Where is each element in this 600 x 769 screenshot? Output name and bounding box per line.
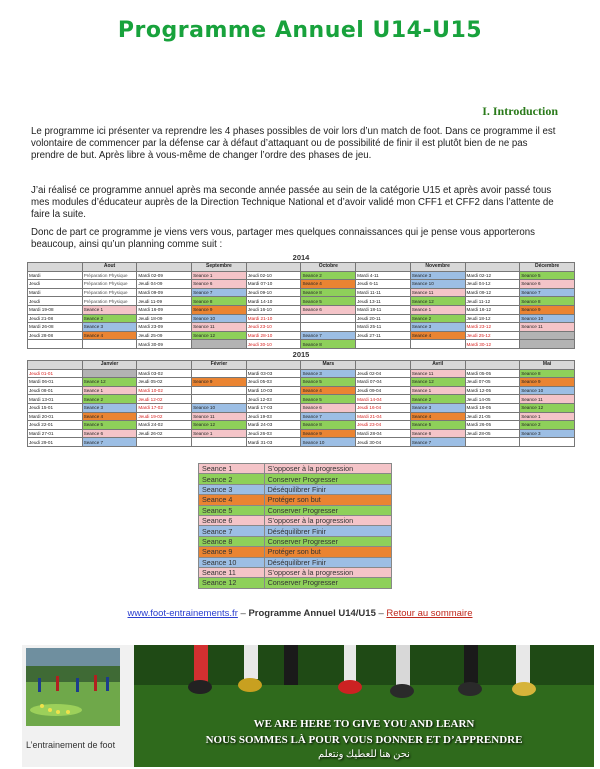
seance-cell: Préparation Physique bbox=[82, 288, 137, 297]
date-cell: Jeudi 25-09 bbox=[137, 331, 192, 340]
legend-theme-cell: Protéger son but bbox=[264, 495, 391, 505]
seance-cell: Seance 7 bbox=[82, 438, 137, 447]
header-blank-cell bbox=[137, 361, 192, 370]
legend-row bbox=[199, 484, 392, 494]
legend-seance-cell: Seance 7 bbox=[199, 526, 265, 536]
header-blank-cell bbox=[356, 263, 411, 272]
seance-cell bbox=[520, 438, 575, 447]
date-cell: Jeudi 13-11 bbox=[356, 297, 411, 306]
date-cell: Jeudi 01-01 bbox=[28, 369, 83, 378]
seance-cell: Seance 8 bbox=[301, 340, 356, 349]
date-cell: Mardi 26-08 bbox=[28, 323, 83, 332]
seance-cell: Seance 4 bbox=[82, 331, 137, 340]
seance-cell: Seance 10 bbox=[301, 438, 356, 447]
seance-cell: Seance 2 bbox=[520, 421, 575, 430]
date-cell: Jeudi 12-02 bbox=[137, 395, 192, 404]
seance-cell: Seance 8 bbox=[192, 297, 247, 306]
month-header-cell: Novembre bbox=[410, 263, 465, 272]
seance-cell: Seance 5 bbox=[520, 271, 575, 280]
date-cell: Mardi 30-09 bbox=[137, 340, 192, 349]
date-cell: Jeudi 25-12 bbox=[465, 331, 520, 340]
date-cell: Jeudi 11-12 bbox=[465, 297, 520, 306]
seance-cell: Seance 2 bbox=[301, 271, 356, 280]
thumbnail-caption: L’entrainement de foot bbox=[26, 740, 116, 750]
month-header-cell: Décembre bbox=[520, 263, 575, 272]
legend-row bbox=[199, 567, 392, 577]
date-cell: Mardi 20-01 bbox=[28, 412, 83, 421]
legend-row bbox=[199, 464, 392, 474]
table-row bbox=[28, 403, 575, 412]
legend-row bbox=[199, 515, 392, 525]
year-label-2014: 2014 bbox=[292, 253, 310, 262]
date-cell: Mardi 16-09 bbox=[137, 305, 192, 314]
month-header-cell: Aout bbox=[82, 263, 137, 272]
seance-cell: Seance 5 bbox=[301, 395, 356, 404]
date-cell: Jeudi 09-10 bbox=[246, 288, 301, 297]
section-heading: I. Introduction bbox=[482, 104, 558, 118]
seance-cell: Seance 9 bbox=[192, 378, 247, 387]
planning-table-2015 bbox=[27, 360, 575, 447]
table-row bbox=[28, 412, 575, 421]
seance-cell bbox=[82, 340, 137, 349]
date-cell: Mardi 17-03 bbox=[246, 403, 301, 412]
intro-paragraph-1: Le programme ici présenter va reprendre les 4 phases possibles de voir lors d’un match de foot. Dans ce programme il est volontaire de commencer par la défense car à défaut d’attaquant ou de possibilité de finir il est plutôt bien de ne pas prendre de but. Après libre à vous-même de changer l’ordre des phases de jeu. bbox=[31, 126, 556, 162]
seance-cell: Seance 9 bbox=[520, 305, 575, 314]
date-cell: Jeudi 26-02 bbox=[137, 429, 192, 438]
date-cell: Mardi 25-11 bbox=[356, 323, 411, 332]
seance-cell: Seance 3 bbox=[82, 323, 137, 332]
header-blank-cell bbox=[28, 263, 83, 272]
header-blank-cell bbox=[246, 361, 301, 370]
table-row bbox=[28, 331, 575, 340]
seance-cell: Seance 5 bbox=[410, 421, 465, 430]
header-blank-cell bbox=[465, 263, 520, 272]
legend-row bbox=[199, 536, 392, 546]
date-cell: Jeudi 08-01 bbox=[28, 386, 83, 395]
seance-cell: Seance 3 bbox=[410, 323, 465, 332]
seance-cell bbox=[410, 340, 465, 349]
site-link[interactable]: www.foot-entrainements.fr bbox=[127, 608, 238, 619]
date-cell: Mardi 02-12 bbox=[465, 271, 520, 280]
date-cell: Mardi 14-04 bbox=[356, 395, 411, 404]
seance-cell: Seance 6 bbox=[192, 280, 247, 289]
date-cell: Jeudi 6-11 bbox=[356, 280, 411, 289]
seance-cell: Seance 2 bbox=[82, 314, 137, 323]
date-cell: Jeudi 11-09 bbox=[137, 297, 192, 306]
seance-cell: Seance 3 bbox=[520, 429, 575, 438]
date-cell: Jeudi 23-10 bbox=[246, 323, 301, 332]
banner-area bbox=[22, 645, 594, 767]
legend-seance-cell: Seance 6 bbox=[199, 515, 265, 525]
legend-row bbox=[199, 557, 392, 567]
date-cell: Mardi 23-12 bbox=[465, 323, 520, 332]
date-cell: Mardi 06-01 bbox=[28, 378, 83, 387]
seance-cell: Seance 7 bbox=[301, 412, 356, 421]
date-cell: Mardi 27-01 bbox=[28, 429, 83, 438]
date-cell: Jeudi 02-10 bbox=[246, 271, 301, 280]
seance-cell: Seance 3 bbox=[410, 271, 465, 280]
seance-cell: Seance 3 bbox=[410, 403, 465, 412]
planning-table-2014 bbox=[27, 262, 575, 349]
seance-cell: Seance 8 bbox=[520, 369, 575, 378]
seance-cell: Seance 4 bbox=[410, 331, 465, 340]
legend-seance-cell: Seance 12 bbox=[199, 578, 265, 588]
date-cell: Jeudi bbox=[28, 297, 83, 306]
header-blank-cell bbox=[28, 361, 83, 370]
seance-cell bbox=[192, 438, 247, 447]
date-cell: Jeudi 18-09 bbox=[137, 314, 192, 323]
date-cell: Jeudi 23-04 bbox=[356, 421, 411, 430]
year-label-2015: 2015 bbox=[292, 350, 310, 359]
date-cell: Jeudi 22-01 bbox=[28, 421, 83, 430]
seance-cell: Seance 2 bbox=[410, 395, 465, 404]
seance-cell: Seance 1 bbox=[82, 386, 137, 395]
seance-cell: Seance 3 bbox=[301, 369, 356, 378]
legend-theme-cell: S’opposer à la progression bbox=[264, 515, 391, 525]
date-cell: Jeudi 16-04 bbox=[356, 403, 411, 412]
date-cell bbox=[465, 438, 520, 447]
legend-row bbox=[199, 547, 392, 557]
date-cell: Mardi 28-04 bbox=[356, 429, 411, 438]
legend-theme-cell: S’opposer à la progression bbox=[264, 567, 391, 577]
month-header-row bbox=[28, 361, 575, 370]
date-cell: Mardi 10-03 bbox=[246, 386, 301, 395]
date-cell: Jeudi 09-04 bbox=[356, 386, 411, 395]
date-cell: Mardi 10-02 bbox=[137, 386, 192, 395]
seance-cell: Seance 8 bbox=[301, 421, 356, 430]
date-cell bbox=[356, 340, 411, 349]
table-row bbox=[28, 378, 575, 387]
header-blank-cell bbox=[465, 361, 520, 370]
date-cell: Mardi 19-05 bbox=[465, 403, 520, 412]
date-cell: Jeudi 15-01 bbox=[28, 403, 83, 412]
seance-cell: Seance 7 bbox=[192, 288, 247, 297]
page-title: Programme Annuel U14-U15 bbox=[117, 18, 483, 43]
seance-cell: Seance 4 bbox=[82, 412, 137, 421]
date-cell: Mardi 16-12 bbox=[465, 305, 520, 314]
date-cell: Mardi 4-11 bbox=[356, 271, 411, 280]
seance-cell: Seance 11 bbox=[520, 323, 575, 332]
banner-motto-fr: NOUS SOMMES LÀ POUR VOUS DONNER ET D’APPRENDRE bbox=[205, 734, 523, 746]
footer bbox=[0, 608, 600, 619]
seance-cell: Seance 5 bbox=[301, 297, 356, 306]
seance-cell: Seance 2 bbox=[82, 395, 137, 404]
legend-seance-cell: Seance 1 bbox=[199, 464, 265, 474]
seance-cell: Seance 11 bbox=[192, 323, 247, 332]
date-cell: Mardi 03-02 bbox=[137, 369, 192, 378]
table-row bbox=[28, 421, 575, 430]
date-cell: Mardi 07-04 bbox=[356, 378, 411, 387]
seance-cell bbox=[192, 386, 247, 395]
seance-cell: Seance 10 bbox=[192, 314, 247, 323]
footer-separator: – bbox=[237, 608, 249, 619]
seance-cell: Seance 11 bbox=[410, 288, 465, 297]
seance-cell: Seance 6 bbox=[82, 429, 137, 438]
date-cell: Jeudi 26-03 bbox=[246, 429, 301, 438]
seance-cell: Seance 9 bbox=[520, 378, 575, 387]
seance-cell: Seance 7 bbox=[301, 331, 356, 340]
banner-motto-ar: نحن هنا للعطيك ونتعلم bbox=[318, 749, 410, 760]
table-row bbox=[28, 429, 575, 438]
seance-cell: Seance 12 bbox=[410, 378, 465, 387]
seance-cell: Seance 11 bbox=[520, 395, 575, 404]
date-cell: Mardi 21-10 bbox=[246, 314, 301, 323]
date-cell: Jeudi 30-10 bbox=[246, 340, 301, 349]
legend-seance-cell: Seance 5 bbox=[199, 505, 265, 515]
table-row bbox=[28, 305, 575, 314]
month-header-cell: Janvier bbox=[82, 361, 137, 370]
seance-cell: Seance 1 bbox=[82, 305, 137, 314]
date-cell: Jeudi 14-05 bbox=[465, 395, 520, 404]
date-cell: Mardi 11-11 bbox=[356, 288, 411, 297]
seance-cell: Seance 12 bbox=[520, 403, 575, 412]
seance-cell: Seance 1 bbox=[410, 305, 465, 314]
date-cell: Mardi 26-05 bbox=[465, 421, 520, 430]
legend-seance-cell: Seance 11 bbox=[199, 567, 265, 577]
table-row bbox=[28, 386, 575, 395]
seance-cell: Seance 9 bbox=[301, 429, 356, 438]
date-cell: Mardi 13-01 bbox=[28, 395, 83, 404]
seance-cell: Seance 3 bbox=[82, 403, 137, 412]
legend-seance-cell: Seance 4 bbox=[199, 495, 265, 505]
date-cell: Jeudi 20-11 bbox=[356, 314, 411, 323]
month-header-row bbox=[28, 263, 575, 272]
seance-cell: Seance 10 bbox=[410, 280, 465, 289]
seance-cell: Seance 1 bbox=[520, 412, 575, 421]
seance-cell: Seance 4 bbox=[301, 280, 356, 289]
date-cell: Mardi 12-05 bbox=[465, 386, 520, 395]
month-header-cell: Septembre bbox=[192, 263, 247, 272]
intro-paragraph-3: Donc de part ce programme je viens vers vous, partager mes quelques connaissances qui je pense vous apporterons beaucoup, ainsi qu’un planning comme suit : bbox=[31, 227, 536, 251]
seance-cell: Seance 11 bbox=[192, 412, 247, 421]
date-cell: Mardi 14-10 bbox=[246, 297, 301, 306]
legend-theme-cell: Déséquilibrer Finir bbox=[264, 484, 391, 494]
date-cell: Mardi 05-05 bbox=[465, 369, 520, 378]
motto-banner bbox=[134, 645, 594, 767]
seance-cell: Seance 1 bbox=[192, 271, 247, 280]
table-row bbox=[28, 314, 575, 323]
seance-cell: Préparation Physique bbox=[82, 297, 137, 306]
doc-label: Programme Annuel U14/U15 bbox=[248, 608, 376, 619]
date-cell: Jeudi 02-04 bbox=[356, 369, 411, 378]
legend-row bbox=[199, 495, 392, 505]
seance-cell: Seance 8 bbox=[520, 297, 575, 306]
seance-cell bbox=[192, 369, 247, 378]
seance-cell: Seance 10 bbox=[520, 386, 575, 395]
banner-motto-en: WE ARE HERE TO GIVE YOU AND LEARN bbox=[253, 718, 475, 730]
month-header-cell: Mars bbox=[301, 361, 356, 370]
training-thumbnail-image[interactable] bbox=[26, 648, 120, 726]
legend-theme-cell: Conserver Progresser bbox=[264, 578, 391, 588]
legend-theme-cell: Déséquilibrer Finir bbox=[264, 526, 391, 536]
seance-cell: Seance 7 bbox=[410, 438, 465, 447]
date-cell: Mardi 24-02 bbox=[137, 421, 192, 430]
date-cell: Jeudi 04-12 bbox=[465, 280, 520, 289]
legend-seance-cell: Seance 10 bbox=[199, 557, 265, 567]
table-row bbox=[28, 271, 575, 280]
date-cell: Jeudi 21-05 bbox=[465, 412, 520, 421]
seance-cell: Seance 6 bbox=[410, 429, 465, 438]
date-cell: Mardi bbox=[28, 271, 83, 280]
table-row bbox=[28, 280, 575, 289]
seance-cell: Seance 12 bbox=[410, 297, 465, 306]
date-cell: Mardi 07-10 bbox=[246, 280, 301, 289]
seance-cell bbox=[520, 340, 575, 349]
date-cell: Jeudi 28-05 bbox=[465, 429, 520, 438]
seance-cell: Préparation Physique bbox=[82, 271, 137, 280]
date-cell: Jeudi 04-09 bbox=[137, 280, 192, 289]
seance-cell: Seance 5 bbox=[82, 421, 137, 430]
seance-legend-table bbox=[198, 463, 392, 589]
legend-seance-cell: Seance 2 bbox=[199, 474, 265, 484]
legend-theme-cell: Déséquilibrer Finir bbox=[264, 557, 391, 567]
legend-row bbox=[199, 505, 392, 515]
table-row bbox=[28, 323, 575, 332]
date-cell: Mardi bbox=[28, 288, 83, 297]
seance-cell bbox=[520, 331, 575, 340]
date-cell: Jeudi 27-11 bbox=[356, 331, 411, 340]
header-blank-cell bbox=[356, 361, 411, 370]
seance-cell bbox=[192, 340, 247, 349]
month-header-cell: Mai bbox=[520, 361, 575, 370]
date-cell: Mardi 02-09 bbox=[137, 271, 192, 280]
date-cell: Mardi 21-04 bbox=[356, 412, 411, 421]
date-cell: Mardi 09-09 bbox=[137, 288, 192, 297]
footer-separator: – bbox=[375, 608, 387, 619]
date-cell: Jeudi 16-10 bbox=[246, 305, 301, 314]
seance-cell: Seance 11 bbox=[410, 369, 465, 378]
date-cell: Mardi 30-12 bbox=[465, 340, 520, 349]
seance-cell: Seance 6 bbox=[520, 280, 575, 289]
date-cell: Mardi 19-08 bbox=[28, 305, 83, 314]
legend-seance-cell: Seance 9 bbox=[199, 547, 265, 557]
date-cell: Mardi 28-10 bbox=[246, 331, 301, 340]
date-cell: Jeudi 30-04 bbox=[356, 438, 411, 447]
table-row bbox=[28, 297, 575, 306]
table-row bbox=[28, 395, 575, 404]
seance-cell bbox=[301, 323, 356, 332]
date-cell: Mardi 17-02 bbox=[137, 403, 192, 412]
seance-cell bbox=[192, 395, 247, 404]
date-cell: Jeudi 21-08 bbox=[28, 314, 83, 323]
seance-cell: Seance 10 bbox=[192, 403, 247, 412]
date-cell: Jeudi 19-02 bbox=[137, 412, 192, 421]
date-cell: Mardi 23-09 bbox=[137, 323, 192, 332]
legend-seance-cell: Seance 8 bbox=[199, 536, 265, 546]
table-row bbox=[28, 340, 575, 349]
legend-row bbox=[199, 526, 392, 536]
legend-theme-cell: S’opposer à la progression bbox=[264, 464, 391, 474]
seance-cell: Seance 6 bbox=[301, 403, 356, 412]
seance-cell: Préparation Physique bbox=[82, 280, 137, 289]
date-cell: Jeudi 18-12 bbox=[465, 314, 520, 323]
seance-cell: Seance 9 bbox=[192, 305, 247, 314]
table-row bbox=[28, 369, 575, 378]
legend-theme-cell: Conserver Progresser bbox=[264, 505, 391, 515]
legend-theme-cell: Protéger son but bbox=[264, 547, 391, 557]
date-cell: Mardi 03-03 bbox=[246, 369, 301, 378]
date-cell: Jeudi 29-01 bbox=[28, 438, 83, 447]
date-cell: Mardi 24-03 bbox=[246, 421, 301, 430]
date-cell: Mardi 31-03 bbox=[246, 438, 301, 447]
month-header-cell: Février bbox=[192, 361, 247, 370]
date-cell bbox=[137, 438, 192, 447]
date-cell: Jeudi 05-03 bbox=[246, 378, 301, 387]
seance-cell: Seance 8 bbox=[301, 288, 356, 297]
table-row bbox=[28, 288, 575, 297]
legend-seance-cell: Seance 3 bbox=[199, 484, 265, 494]
seance-cell: Seance 4 bbox=[410, 412, 465, 421]
legend-theme-cell: Conserver Progresser bbox=[264, 474, 391, 484]
seance-cell bbox=[301, 314, 356, 323]
date-cell: Jeudi 12-03 bbox=[246, 395, 301, 404]
header-blank-cell bbox=[246, 263, 301, 272]
seance-cell: Seance 12 bbox=[192, 331, 247, 340]
seance-cell: Seance 4 bbox=[301, 386, 356, 395]
month-header-cell: Octobre bbox=[301, 263, 356, 272]
date-cell: Jeudi bbox=[28, 280, 83, 289]
seance-cell: Seance 2 bbox=[410, 314, 465, 323]
table-row bbox=[28, 438, 575, 447]
header-blank-cell bbox=[137, 263, 192, 272]
date-cell: Jeudi 07-05 bbox=[465, 378, 520, 387]
legend-row bbox=[199, 578, 392, 588]
date-cell: Jeudi 05-02 bbox=[137, 378, 192, 387]
seance-cell bbox=[82, 369, 137, 378]
date-cell bbox=[28, 340, 83, 349]
seance-cell: Seance 1 bbox=[410, 386, 465, 395]
seance-cell: Seance 6 bbox=[301, 305, 356, 314]
seance-cell: Seance 1 bbox=[192, 429, 247, 438]
legend-row bbox=[199, 474, 392, 484]
month-header-cell: Avril bbox=[410, 361, 465, 370]
date-cell: Jeudi 28-08 bbox=[28, 331, 83, 340]
legend-theme-cell: Conserver Progresser bbox=[264, 536, 391, 546]
back-to-summary-link[interactable]: Retour au sommaire bbox=[386, 608, 473, 619]
date-cell: Mardi 09-12 bbox=[465, 288, 520, 297]
seance-cell: Seance 12 bbox=[192, 421, 247, 430]
seance-cell: Seance 10 bbox=[520, 314, 575, 323]
date-cell: Jeudi 19-03 bbox=[246, 412, 301, 421]
date-cell: Mardi 18-11 bbox=[356, 305, 411, 314]
seance-cell: Seance 7 bbox=[520, 288, 575, 297]
seance-cell: Seance 12 bbox=[82, 378, 137, 387]
seance-cell: Seance 5 bbox=[301, 378, 356, 387]
intro-paragraph-2: J’ai réalisé ce programme annuel après ma seconde année passée au sein de la catégorie U15 et après avoir passé tous mes modules d’éducateur auprès de la Direction Technique National et d’avoir validé mon CFF1 et CFF2 dans l’attente de faire la suite. bbox=[31, 185, 554, 221]
